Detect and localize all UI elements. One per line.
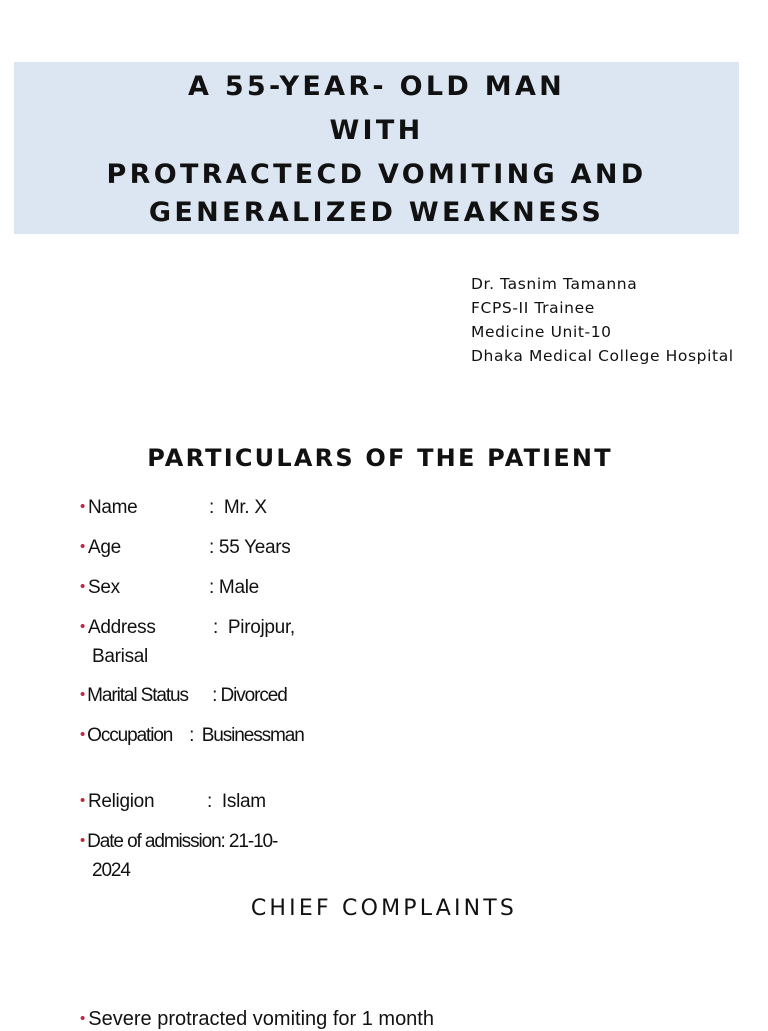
bullet-icon: • (80, 498, 85, 515)
particulars-heading: PARTICULARS OF THE PATIENT (147, 444, 613, 472)
item-value: 55 Years (218, 537, 291, 558)
title-banner (14, 62, 739, 234)
list-item-sex (80, 574, 340, 603)
title-slide (0, 0, 768, 420)
item-value: 21-10- (228, 831, 278, 852)
list-item-address (80, 614, 340, 671)
list-item-age (80, 534, 340, 563)
title-line-4: GENERALIZED WEAKNESS (148, 197, 605, 228)
author-name: Dr. Tasnim Tamanna (471, 275, 638, 293)
particulars-slide (0, 430, 768, 881)
item-separator: : (208, 497, 214, 518)
item-value: Islam (221, 791, 266, 812)
item-label: Age (87, 537, 121, 558)
item-separator: : (212, 617, 218, 638)
complaints-slide (0, 866, 768, 1030)
bullet-icon: • (80, 832, 85, 849)
item-label: Sex (87, 577, 120, 598)
item-value-continued: 2024 (92, 860, 130, 881)
item-value: Divorced (220, 685, 287, 706)
item-separator: : (206, 791, 212, 812)
title-line-3: PROTRACTECD VOMITING AND (106, 159, 647, 190)
item-label: Religion (87, 791, 155, 812)
author-hospital: Dhaka Medical College Hospital (471, 347, 734, 365)
list-item-name (80, 494, 340, 523)
bullet-icon: • (80, 686, 85, 703)
bullet-icon: • (80, 618, 85, 635)
bullet-icon: • (80, 726, 85, 743)
bullet-icon: • (80, 578, 85, 595)
bullet-icon: • (80, 1010, 86, 1027)
item-separator: : (189, 725, 194, 746)
item-value-continued: Barisal (92, 646, 148, 667)
item-value: Pirojpur, (227, 617, 295, 638)
complaints-heading: CHIEF COMPLAINTS (250, 896, 518, 921)
author-unit: Medicine Unit-10 (471, 323, 612, 341)
bullet-icon: • (80, 792, 85, 809)
author-designation: FCPS-II Trainee (471, 299, 595, 317)
list-item-complaint (80, 1008, 434, 1031)
item-label: Date of admission: (87, 831, 225, 852)
list-item-occupation (80, 722, 340, 751)
bullet-icon: • (80, 538, 85, 555)
item-label: Name (87, 497, 138, 518)
item-separator: : (208, 537, 214, 558)
item-label: Marital Status (87, 685, 188, 706)
item-value: Mr. X (223, 497, 267, 518)
item-separator: : (208, 577, 214, 598)
title-line-1: A 55-YEAR- OLD MAN (187, 71, 566, 102)
item-separator: : (212, 685, 217, 706)
list-item-marital-status (80, 682, 340, 711)
item-value: Male (218, 577, 259, 598)
item-label: Address (87, 617, 156, 638)
author-block (471, 272, 734, 368)
complaint-text: Severe protracted vomiting for 1 month (88, 1008, 434, 1030)
title-line-2: WITH (329, 115, 424, 146)
list-item-religion (80, 788, 340, 817)
item-value: Businessman (201, 725, 304, 746)
item-label: Occupation (87, 725, 173, 746)
